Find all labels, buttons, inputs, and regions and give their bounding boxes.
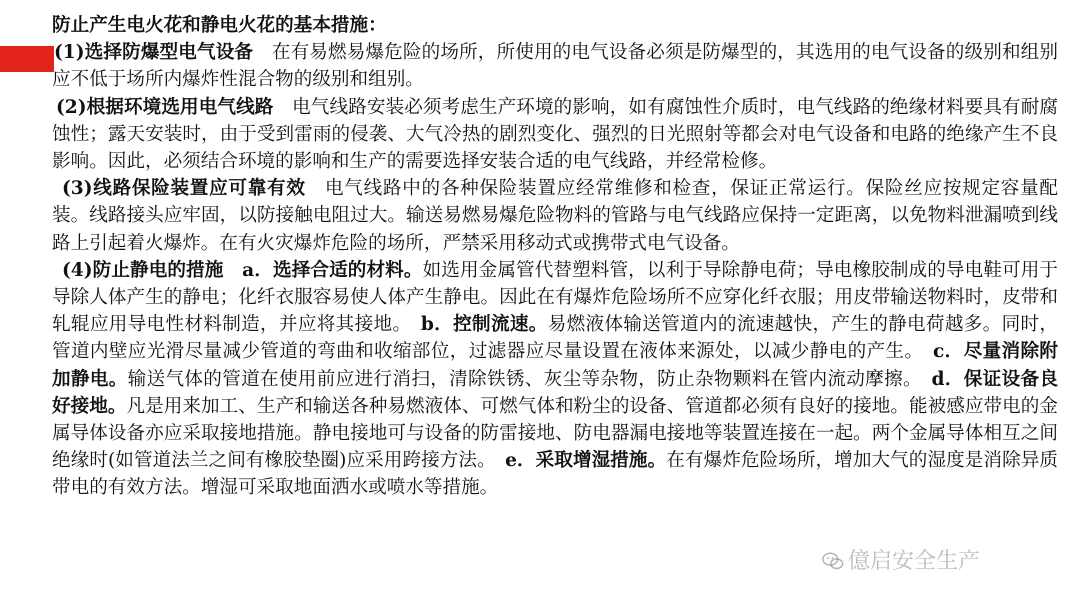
measure-4d-body: 凡是用来加工、生产和输送各种易燃液体、可燃气体和粉尘的设备、管道都必须有良好的接地。能被感应带电的金属导体设备亦应采取接地措施。静电接地可与设备的防雷接地、防电器漏电接地等装置连接在一起。两个金属导体相互之间绝缘时(如管道法兰之间有橡胶垫圈)应采用跨接方法。	[52, 395, 1058, 472]
slide-content	[52, 12, 1058, 502]
measure-4a-heading: a．选择合适的材料。	[223, 259, 423, 281]
measure-2-heading: (2)根据环境选用电气线路	[56, 96, 274, 118]
measure-3	[52, 175, 1058, 257]
measure-4c-body: 输送气体的管道在使用前应进行消扫，清除铁锈、灰尘等杂物，防止杂物颗料在管内流动摩擦。	[127, 368, 932, 390]
measure-4e-heading: e．采取增湿措施。	[505, 450, 667, 472]
measure-4b-heading: b．控制流速。	[420, 314, 548, 336]
measure-4b-body: 易燃液体输送管道内的流速越快，产生的静电荷越多。同时，管道内壁应光滑尽量减少管道的弯曲和收缩部位，过滤器应尽量设置在液体来源处，以减少静电的产生。	[52, 314, 1058, 363]
measure-4e-body: 在有爆炸危险场所，增加大气的湿度是消除异质带电的有效方法。增湿可采取地面洒水或喷水等措施。	[52, 450, 1058, 499]
measure-4	[52, 257, 1058, 502]
watermark	[822, 544, 980, 575]
measure-1-body: 在有易燃易爆危险的场所，所使用的电气设备必须是防爆型的，其选用的电气设备的级别和组别应不低于场所内爆炸性混合物的级别和组别。	[52, 42, 1058, 91]
measure-2	[52, 94, 1058, 176]
wechat-icon	[822, 550, 844, 572]
measure-4a-body: 如选用金属管代替塑料管，以利于导除静电荷；导电橡胶制成的导电鞋可用于导除人体产生的静电；化纤衣服容易使人体产生静电。因此在有爆炸危险场所不应穿化纤衣服；用皮带输送物料时，皮带和轧辊应用导电性材料制造，并应将其接地。	[52, 259, 1058, 336]
measure-1	[52, 39, 1058, 93]
red-accent-bar	[0, 46, 54, 72]
measure-3-body: 电气线路中的各种保险装置应经常维修和检查，保证正常运行。保险丝应按规定容量配装。线路接头应牢固，以防接触电阻过大。输送易燃易爆危险物料的管路与电气线路应保持一定距离，以免物料泄漏喷到线路上引起着火爆炸。在有火灾爆炸危险的场所，严禁采用移动式或携带式电气设备。	[52, 178, 1058, 254]
watermark-text: 億启安全生产	[848, 549, 981, 574]
measure-3-heading: (3)线路保险装置应可靠有效	[62, 178, 306, 200]
measure-4-heading: (4)防止静电的措施	[62, 259, 224, 281]
measure-4c-heading: c．尽量消除附加静电。	[52, 341, 1058, 390]
measure-4d-heading: d．保证设备良好接地。	[52, 368, 1058, 417]
measure-1-heading: (1)选择防爆型电气设备	[54, 42, 254, 64]
measure-2-body: 电气线路安装必须考虑生产环境的影响，如有腐蚀性介质时，电气线路的绝缘材料要具有耐腐蚀性；露天安装时，由于受到雷雨的侵袭、大气冷热的剧烈变化、强烈的日光照射等都会对电气设备和电路的绝缘产生不良影响。因此，必须结合环境的影响和生产的需要选择安装合适的电气线路，并经常检修。	[52, 96, 1058, 173]
slide-title: 防止产生电火花和静电火花的基本措施：	[52, 15, 387, 36]
